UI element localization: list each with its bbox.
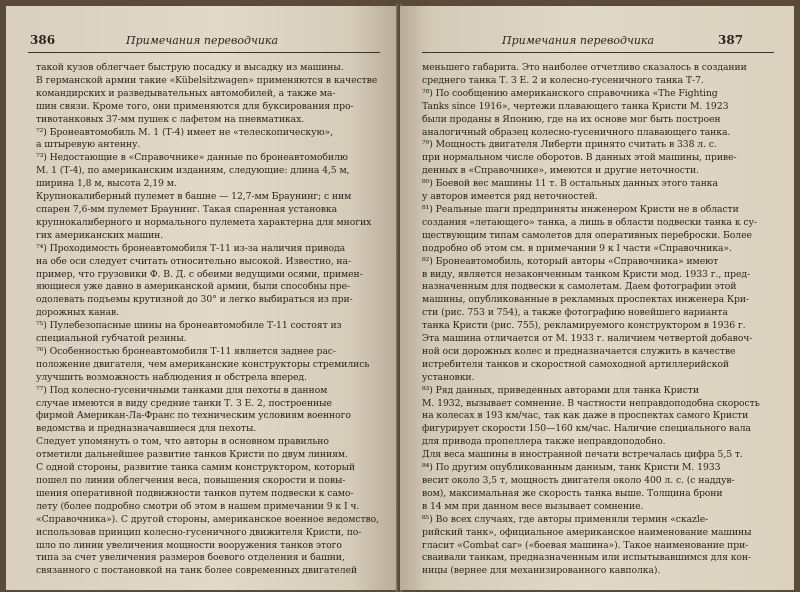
- text-line: создания «летающего» танка, а лишь в области подвески танка к су-: [422, 216, 757, 228]
- text-line: сваивали танкам, предназначенным или испытывавшимся для кон-: [422, 552, 752, 564]
- text-line: фирмой Американ-Ла-Франс по техническим условиям военного: [36, 410, 351, 422]
- text-line: такой кузов облегчает быструю посадку и высадку из машины.: [36, 62, 344, 73]
- text-line: аналогичный образец колесно-гусеничного плавающего танка.: [422, 126, 731, 138]
- text-line: ⁸¹) Реальные шаги предприняты инженером Кристи не в области: [422, 203, 739, 215]
- text-line: ⁷²) Бронеавтомобиль М. 1 (Т-4) имеет не «телескопическую»,: [36, 126, 333, 138]
- text-line: Tanks since 1916», чертежи плавающего танка Кристи М. 1923: [422, 100, 729, 112]
- text-line: В германской армии такие «Kübelsitzwagen» применяются в качестве: [36, 74, 378, 86]
- text-line: ⁷⁷) Под колесно-гусеничными танками для пехоты в данном: [36, 384, 328, 396]
- text-line: истребителя танков и скоростной самоходной артиллерийской: [422, 358, 729, 370]
- text-line: ⁸⁴) По другим опубликованным данным, танк Кристи М. 1933: [422, 462, 721, 474]
- text-line: использовав принцип колесно-гусеничного движителя Кристи, по-: [36, 526, 362, 538]
- text-line: а штыревую антенну.: [36, 139, 141, 151]
- text-line: весит около 3,5 т, мощность двигателя около 400 л. с. (с наддув-: [422, 475, 735, 486]
- text-line: ⁷⁴) Проходимость бронеавтомобиля Т-11 из-за наличия привода: [36, 242, 346, 254]
- text-line: ⁸³) Ряд данных, приведенных авторами для танка Кристи: [422, 384, 699, 396]
- left-page-text: [36, 62, 379, 578]
- left-page-number: 386: [30, 33, 56, 47]
- text-line: танка Кристи (рис. 755), рекламируемого конструктором в 1936 г.: [422, 320, 746, 332]
- left-page-header: Примечания переводчика: [126, 34, 279, 47]
- text-line: шло по линии увеличения мощности вооружения танков этого: [36, 539, 342, 551]
- text-line: лету (более подробно смотри об этом в нашем примечании 9 к I ч.: [36, 500, 360, 512]
- text-line: были проданы в Японию, где на их основе мог быть построен: [422, 113, 721, 125]
- text-line: для привода пропеллера также неправдоподобно.: [422, 436, 666, 448]
- text-line: ⁷³) Недостающие в «Справочнике» данные по бронеавтомобилю: [36, 152, 348, 164]
- left-page: [6, 6, 398, 590]
- text-line: одолевать подъемы крутизной до 30° и легко выбираться из при-: [36, 294, 353, 306]
- text-line: Крупнокалиберный пулемет в башне — 12,7-мм Браунинг; с ним: [36, 191, 352, 203]
- text-line: М. 1932, вызывает сомнение. В частности неправдоподобна скорость: [422, 397, 760, 409]
- text-line: подробно об этом см. в примечании 9 к I части «Справочника».: [422, 242, 732, 254]
- text-line: на обе оси следует считать относительно высокой. Известно, на-: [36, 255, 352, 267]
- text-line: вом), максимальная же скорость танка выше. Толщина брони: [422, 487, 723, 499]
- text-line: машины, опубликованные в рекламных проспектах инженера Кри-: [422, 294, 749, 306]
- text-line: ведомства и предназначавшиеся для пехоты.: [36, 423, 257, 435]
- text-line: денных в «Справочнике», имеются и другие неточности.: [422, 165, 699, 177]
- text-line: отметили дальнейшее развитие танков Кристи по двум линиям.: [36, 449, 348, 461]
- text-line: фигурирует скорости 150—160 км/час. Наличие специального вала: [422, 423, 751, 435]
- text-line: ширина 1,8 м, высота 2,19 м.: [36, 178, 177, 190]
- text-line: ⁷⁵) Пулебезопасные шины на бронеавтомобиле Т-11 состоят из: [36, 320, 342, 332]
- text-line: случае имеются в виду средние танки Т. З Е. 2, построенные: [36, 397, 332, 409]
- right-page-number: 387: [718, 33, 744, 47]
- text-line: ⁷⁶) Особенностью бронеавтомобиля Т-11 является заднее рас-: [36, 345, 336, 357]
- text-line: специальной губчатой резины.: [36, 333, 187, 345]
- text-line: типа за счет увеличения размеров боевого отделения и башни,: [36, 552, 345, 564]
- text-line: на колесах в 193 км/час, так как даже в проспектах самого Кристи: [422, 410, 749, 422]
- text-line: у авторов имеется ряд неточностей.: [422, 191, 598, 203]
- text-line: Эта машина отличается от М. 1933 г. наличием четвертой добавоч-: [422, 333, 753, 345]
- text-line: при нормальном числе оборотов. В данных этой машины, приве-: [422, 152, 737, 164]
- text-line: «Справочника»). С другой стороны, американское военное ведомство,: [36, 513, 380, 525]
- right-page: [400, 6, 794, 590]
- text-line: гих американских машин.: [36, 229, 164, 241]
- text-line: положение двигателя, чем американские конструкторы стремились: [36, 358, 370, 370]
- text-line: сти (рис. 753 и 754), а также фотографию новейшего варианта: [422, 307, 728, 319]
- text-line: С одной стороны, развитие танка самим конструктором, который: [36, 462, 355, 474]
- text-line: установки.: [422, 371, 475, 383]
- text-line: улучшить возможность наблюдения и обстрела вперед.: [36, 371, 307, 383]
- text-line: пошел по линии облегчения веса, повышения скорости и повы-: [36, 475, 346, 486]
- text-line: в виду, является незаконченным танком Кристи мод. 1933 г., пред-: [422, 268, 751, 280]
- text-line: спарен 7,6-мм пулемет Браунинг. Такая спаренная установка: [36, 203, 338, 215]
- text-line: ⁷⁸) По сообщению американского справочника «The Fighting: [422, 87, 718, 99]
- text-line: ществующим типам самолетов для оперативных переброски. Более: [422, 229, 752, 241]
- text-line: меньшего габарита. Это наиболее отчетливо сказалось в создании: [422, 62, 747, 73]
- text-line: дорожных канав.: [36, 307, 119, 319]
- text-line: тивотанковых 37-мм пушек с лафетом на пневматиках.: [36, 113, 305, 125]
- text-line: ⁸²) Бронеавтомобиль, который авторы «Справочника» имеют: [422, 255, 719, 267]
- text-line: гласит «Combat car» («боевая машина»). Такое наименование при-: [422, 539, 749, 551]
- text-line: ⁷⁹) Мощность двигателя Либерти принято считать в 338 л. с.: [422, 139, 717, 151]
- text-line: командирских и разведывательных автомобилей, а также ма-: [36, 87, 336, 99]
- text-line: Для веса машины в иностранной печати встречалась цифра 5,5 т.: [422, 449, 743, 461]
- text-line: среднего танка Т. З Е. 2 и колесно-гусеничного танка Т-7.: [422, 74, 704, 86]
- text-line: ной оси дорожных колес и предназначается служить в качестве: [422, 345, 736, 357]
- right-page-header: Примечания переводчика: [502, 34, 655, 47]
- right-page-text: [422, 62, 760, 578]
- right-header-rule: [422, 52, 774, 53]
- text-line: Следует упомянуть о том, что авторы в основном правильно: [36, 436, 329, 448]
- text-line: рийский танк», официальное американское наименование машины: [422, 526, 752, 538]
- text-line: пример, что грузовики Ф. В. Д. с обеими ведущими осями, примен-: [36, 268, 363, 280]
- text-line: ⁸⁵) Во всех случаях, где авторы применяли термин «скаzle-: [422, 513, 709, 525]
- text-line: ⁸⁰) Боевой вес машины 11 т. В остальных данных этого танка: [422, 178, 718, 190]
- text-line: М. 1 (Т-4), по американским изданиям, следующие: длина 4,5 м,: [36, 165, 350, 177]
- text-line: шения оперативной подвижности танков путем подвески к само-: [36, 487, 354, 499]
- text-line: крупнокалиберного и нормального пулемета характерна для многих: [36, 216, 372, 228]
- text-line: связанного с постановкой на танк более современных двигателей: [36, 565, 358, 577]
- text-line: шин связи. Кроме того, они применяются для буксирования про-: [36, 100, 354, 112]
- text-line: назначенным для подвески к самолетам. Даем фотографии этой: [422, 281, 737, 293]
- left-header-rule: [28, 52, 380, 53]
- text-line: яющиеся уже давно в американской армии, были способны пре-: [36, 281, 351, 293]
- text-line: в 14 мм при данном весе вызывает сомнение.: [422, 500, 644, 512]
- text-line: ницы (вернее для механизированного кавполка).: [422, 565, 661, 577]
